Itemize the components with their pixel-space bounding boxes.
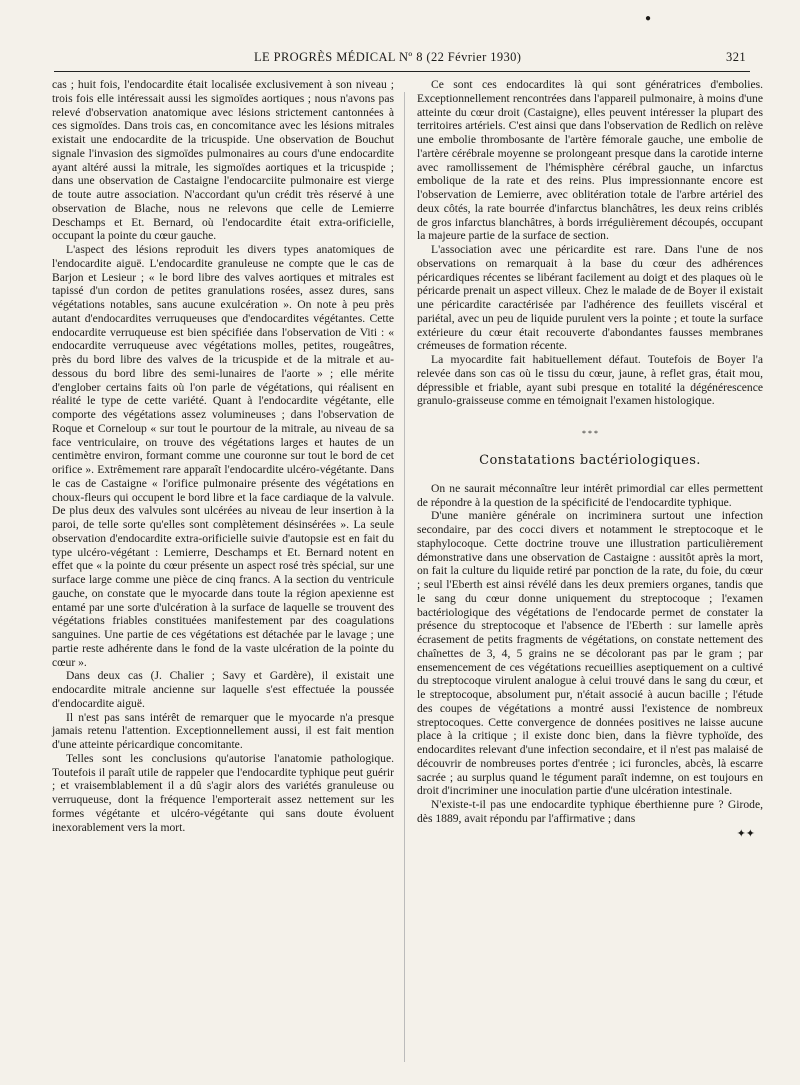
paragraph: Ce sont ces endocardites là qui sont génératrices d'embolies. Exceptionnellement rencontrées dans l'appareil pulmonaire, à moins d'une atteinte du cœur droit (Castaigne), elles peuvent intéresser la plupart des territoires artériels. C'est ainsi que dans l'observation de Redlich on relève une embolie thrombosante de l'artère fémorale gauche, une embolie de l'artère cérébrale moyenne se prolongeant presque dans la carotide interne avec ramollissement de l'hémisphère cérébral gauche, un infarctus embolique de la rate et des reins. Plus impressionnante encore est l'observation de Lemierre, avec oblitération totale de l'arbre artériel des deux côtés, la rate bourrée d'infarctus blanchâtres, les deux reins criblés de gros infarctus blanchâtres, à bords irrégulièrement découpés, occupant la majeure partie de la surface de section. <box>417 78 763 243</box>
page-speck: ● <box>645 13 652 24</box>
paragraph: La myocardite fait habituellement défaut. Toutefois de Boyer l'a relevée dans son cas où le tissu du cœur, jaune, à reflet gras, était mou, dépressible et friable, ayant subi presque en totalité la dégénérescence granulo-graisseuse comme en témoignait l'examen histologique. <box>417 353 763 408</box>
running-header <box>54 50 746 68</box>
paragraph: Il n'est pas sans intérêt de remarquer que le myocarde n'a presque jamais retenu l'attention. Exceptionnellement aussi, il est fait mention d'une atteinte péricardique concomitante. <box>52 710 394 751</box>
paragraph: L'association avec une péricardite est rare. Dans l'une de nos observations on remarquait à la base du cœur des adhérences péricardiques récentes se libérant facilement au doigt et des plaques où le péricarde prenait un aspect villeux. Chez le malade de de Boyer il existait une péricardite caractérisée par l'adhérence des feuillets viscéral et pariétal, avec un peu de liquide purulent vers la pointe ; et toute la surface extérieure du cœur était recouverte d'abondantes fausses membranes crémeuses de formation récente. <box>417 243 763 353</box>
paragraph: Telles sont les conclusions qu'autorise l'anatomie pathologique. Toutefois il paraît utile de rappeler que l'endocardite typhique peut guérir ; et vraisemblablement il a dû s'agir alors des variétés granuleuse ou verruqueuse, dont la fréquence l'emporterait assez nettement sur les formes végétante et ulcéro-végétante qui sans doute évoluent inexorablement vers la mort. <box>52 751 394 834</box>
paragraph: L'aspect des lésions reproduit les divers types anatomiques de l'endocardite aiguë. L'endocardite granuleuse ne compte que le cas de Barjon et Lesieur ; « le bord libre des valves aortiques et mitrales est tapissé d'un cordon de petites granulations rosées, assez dures, sans végétations notables, sans aucune exulcération ». On note à peu près autant d'endocardites verruqueuses que d'endocardites végétantes. Cette endocardite verruqueuse est bien spécifiée dans l'observation de Viti : « endocardite verruqueuse avec végétations molles, petites, rougeâtres, près du bord libre des valves de la tricuspide et de la mitrale et au-dessous du bord libre des semi-lunaires de l'aorte » ; elle mérite d'englober certains faits où l'on parle de végétations, qui réalisent en réalité le type de cette variété. Quant à l'endocardite végétante, elle comporte des végétations assez volumineuses ; dans l'observation de Roque et Corneloup « sur tout le pourtour de la mitrale, au niveau de sa face ventriculaire, on trouve des végétations larges et hautes de un centimètre environ, formant comme une couronne sur tout le bord de cet orifice ». Extrêmement rare apparaît l'endocardite ulcéro-végétante. Dans le cas de Castaigne « l'orifice pulmonaire présente des végétations en choux-fleurs qui occupent le bord libre et la face cardiaque de la valvule. De plus deux des valvules sont ulcérées au niveau de leur insertion à la paroi, de telle sorte qu'elles sont complètement désinsérées ». La seule observation d'endocardite extra-orificielle suivie d'autopsie est en fait du type ulcéro-végétant : Lemierre, Deschamps et Et. Bernard notent en effet que « la pointe du cœur présente un aspect rosé très spécial, sur une surface large comme une pièce de cinq francs. A la section du ventricule gauche, on constate que le myocarde dans toute la région apexienne est entamé par une sorte d'ulcération à la surface de laquelle se trouvent des végétations friables constituées manifestement par des coagulations sanguines. Une partie de ces végétations est détachée par le lavage ; une partie reste adhérente dans le fond de la vaste ulcération de la pointe du cœur ». <box>52 243 394 669</box>
paragraph: cas ; huit fois, l'endocardite était localisée exclusivement à son niveau ; trois fois elle intéressait aussi les sigmoïdes aortiques ; nous n'avons pas relevé d'observation anatomique avec lésions strictement cantonnées à ces sigmoïdes. Dans trois cas, en concomitance avec les lésions mitrales existait une endocardite de la tricuspide. Une observation de Bouchut signale l'invasion des sigmoïdes pulmonaires au cours d'une endocardite ayant altéré aussi la mitrale, les sigmoïdes aortiques et la tricuspide ; dans une observation de Castaigne l'endocarciite pulmonaire est vierge de toute autre association. N'accordant qu'un crédit très réservé à une observation de Blache, nous ne relevons que celle de Lemierre Deschamps et Et. Bernard, où l'endocardite était extra-orificielle, occupant la pointe du cœur gauche. <box>52 78 394 243</box>
paragraph: N'existe-t-il pas une endocardite typhique éberthienne pure ? Girode, dès 1889, avait répondu par l'affirmative ; dans <box>417 798 763 825</box>
left-column <box>52 78 394 834</box>
section-ornament: * * * <box>582 429 598 438</box>
section-heading: Constatations bactériologiques. <box>479 453 701 468</box>
column-separator <box>404 92 405 1062</box>
paragraph: D'une manière générale on incriminera surtout une infection secondaire, par des cocci divers et notamment le streptocoque et le staphylocoque. Cette doctrine trouve une illustration particulièrement démonstrative dans une observation de Castaigne : aussitôt après la mort, on fait la culture du liquide retiré par ponction de la rate, du foie, du cœur ; seul l'Eberth est ainsi révélé dans les deux premiers organes, tandis que le sang du cœur donne uniquement du streptocoque ; l'examen bactériologique des végétations de l'endocarde permet de constater la présence du streptocoque et l'absence de l'Eberth : sur lamelle après écrasement de petits fragments de végétations, on constate nettement des chaînettes de 3, 4, 5 grains ne se décolorant pas par le gram ; par ensemencement de ces végétations recueillies aseptiquement on a cultivé du streptocoque virulent analogue à celui trouvé dans le sang du cœur, et le streptocoque, absolument pur, n'était associé à aucun bacille ; l'étude des coupes de végétations a montré aussi l'existence de nombreux streptocoques. Cette convergence de données positives ne laisse aucune place à la critique ; il existe donc bien, dans la fièvre typhoïde, des endocardites relevant d'une infection secondaire, et il n'est pas malaisé de découvrir de nombreuses portes d'entrée ; ici furoncles, abcès, là escarre sacrée ; au surplus quand le tégument paraît indemne, on est toujours en droit d'incriminer une inoculation partie d'une ulcération intestinale. <box>417 509 763 798</box>
header-rule <box>54 71 750 72</box>
paragraph: On ne saurait méconnaître leur intérêt primordial car elles permettent de répondre à la question de la spécificité de l'endocardite typhique. <box>417 481 763 509</box>
right-column <box>417 78 763 841</box>
paragraph: Dans deux cas (J. Chalier ; Savy et Gardère), il existait une endocardite mitrale ancienne sur laquelle s'est effectuée la poussée d'endocardite aiguë. <box>52 669 394 710</box>
continuation-mark: ✦✦ <box>736 827 755 840</box>
page-number: 321 <box>726 50 746 64</box>
journal-title: LE PROGRÈS MÉDICAL Nº 8 (22 Février 1930) <box>254 50 522 64</box>
